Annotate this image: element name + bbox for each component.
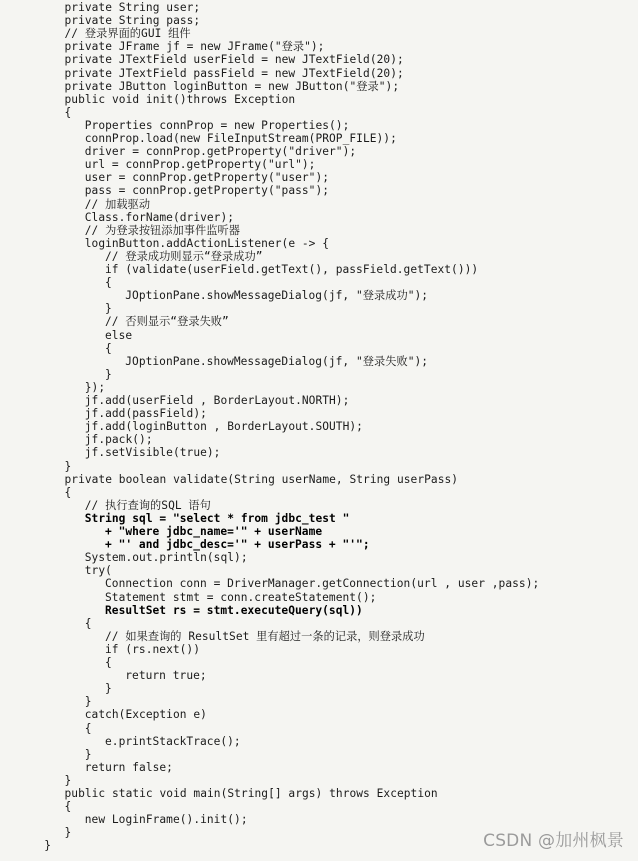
code-line: Properties connProp = new Properties(); [84,118,350,132]
code-line: private JTextField userField = new JTextField(20); [64,53,404,67]
code-line: { [105,276,112,290]
code-line: } [64,459,72,473]
code-line: pass = connProp.getProperty("pass"); [84,184,330,198]
code-line: if (rs.next()) [105,642,200,656]
code-line: // 加载驱动 [84,197,151,211]
code-line: private boolean validate(String userName, String userPass) [64,472,459,486]
code-line: { [64,485,72,499]
code-line: { [64,800,72,814]
code-line: JOptionPane.showMessageDialog(jf, "登录成功"); [125,289,429,303]
code-line: JOptionPane.showMessageDialog(jf, "登录失败"); [125,354,429,368]
code-line: // 如果查询的 ResultSet 里有超过一条的记录，则登录成功 [105,629,425,643]
code-line: { [64,105,72,119]
code-line: jf.add(loginButton , BorderLayout.SOUTH); [84,420,363,434]
code-line: } [44,839,52,853]
code-line: Class.forName(driver); [84,210,235,224]
code-line: } [84,747,92,761]
code-line: // 为登录按钮添加事件监听器 [84,223,240,237]
code-line: } [64,773,72,787]
code-line: String sql = "select * from jdbc_test " [84,511,350,525]
code-line: return true; [125,669,207,683]
code-line: else [105,328,133,342]
code-line: try( [84,564,112,578]
code-line: jf.setVisible(true); [84,446,221,460]
code-line: new LoginFrame().init(); [84,813,248,827]
code-line: Connection conn = DriverManager.getConnection(url , user ,pass); [105,577,540,591]
code-line: private String pass; [64,14,201,28]
code-line: } [105,682,112,696]
code-line: } [84,695,92,709]
code-line: }); [84,380,106,394]
code-line: loginButton.addActionListener(e -> { [84,236,330,250]
code-line: private JFrame jf = new JFrame("登录"); [64,40,325,54]
code-line: connProp.load(new FileInputStream(PROP_FILE)); [84,132,397,145]
code-line: private JButton loginButton = new JButton("登录"); [64,79,400,93]
code-line: System.out.println(sql); [84,551,248,565]
code-line: e.printStackTrace(); [105,734,241,748]
csdn-watermark: CSDN @加州枫景 [483,831,624,851]
code-line: // 登录界面的GUI 组件 [64,27,191,41]
code-line: private String user; [64,1,201,14]
code-line: return false; [84,760,173,774]
code-line: url = connProp.getProperty("url"); [84,158,316,172]
code-line: ResultSet rs = stmt.executeQuery(sql)) [105,603,363,617]
code-line: public static void main(String[] args) throws Exception [64,787,438,800]
code-line: driver = connProp.getProperty("driver"); [84,145,357,159]
code-line: { [105,656,112,669]
code-line: { [84,721,92,735]
code-line: private JTextField passField = new JTextField(20); [64,66,404,80]
code-line: } [64,826,72,840]
code-line: { [84,616,92,630]
code-line: jf.add(userField , BorderLayout.NORTH); [84,394,350,407]
code-line: } [105,302,112,316]
code-line: if (validate(userField.getText(), passField.getText())) [105,263,479,276]
code-line: jf.add(passField); [84,407,207,421]
code-line: Statement stmt = conn.createStatement(); [105,590,377,604]
code-line: // 登录成功则显示“登录成功” [105,249,263,263]
code-line: } [105,367,112,381]
code-line: public void init()throws Exception [64,92,296,106]
code-line: + "' and jdbc_desc='" + userPass + "'"; [105,538,370,552]
code-line: // 否则显示“登录失败” [105,315,229,329]
code-line: // 执行查询的SQL 语句 [84,498,211,512]
code-line: user = connProp.getProperty("user"); [84,171,330,185]
code-line: { [105,341,112,355]
code-line: + "where jdbc_name='" + userName [105,525,323,538]
code-line: catch(Exception e) [84,708,207,722]
code-line: jf.pack(); [84,433,153,447]
